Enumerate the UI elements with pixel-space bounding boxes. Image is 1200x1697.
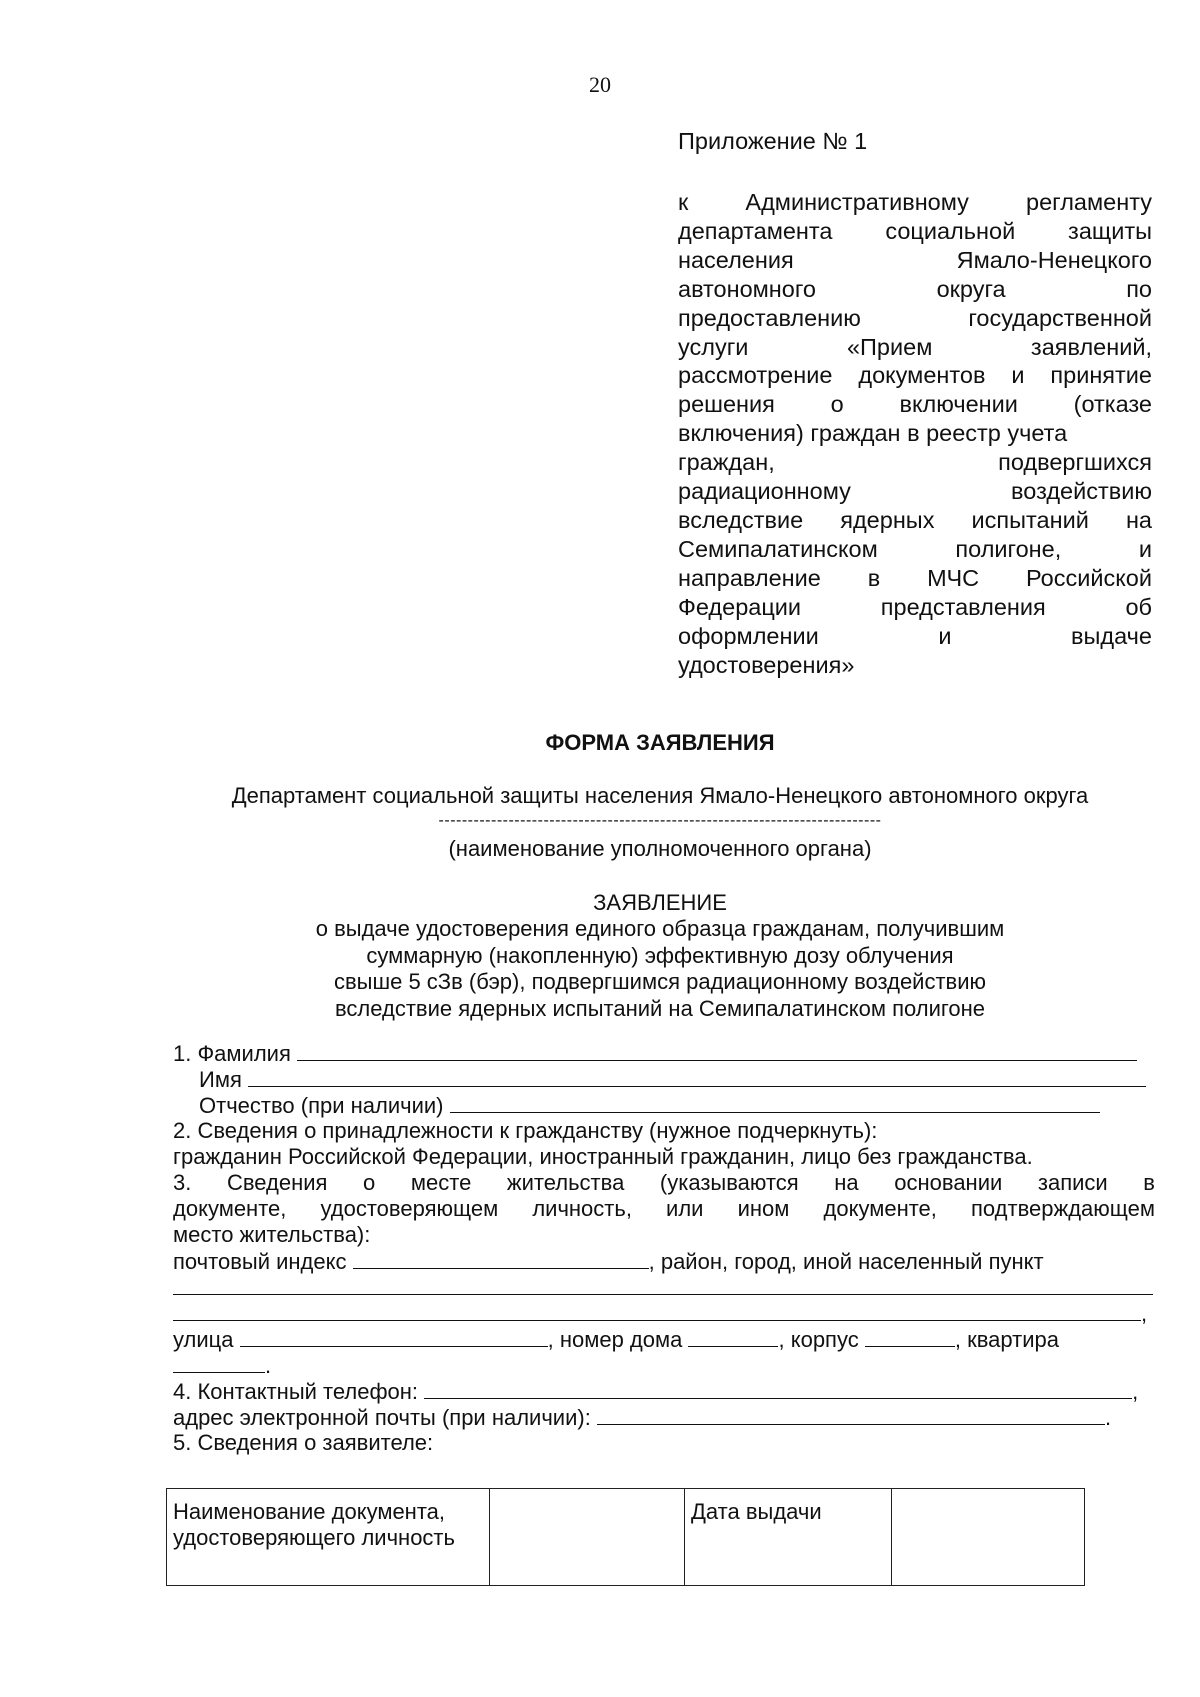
statement-line: вследствие ядерных испытаний на Семипалатинском полигоне bbox=[334, 995, 986, 1021]
name-label: Имя bbox=[199, 1067, 242, 1092]
name-field[interactable] bbox=[248, 1066, 1146, 1087]
doc-name-header: Наименование документа, удостоверяющего личность bbox=[167, 1489, 490, 1586]
issue-date-header: Дата выдачи bbox=[685, 1489, 892, 1586]
locality-field[interactable] bbox=[173, 1274, 1153, 1295]
surname-row bbox=[173, 1040, 1155, 1068]
residence-line: документе, удостоверяющем личность, или ином документе, подтверждающем bbox=[173, 1196, 1155, 1221]
appendix-line: включения) граждан в реестр учета bbox=[678, 420, 1068, 447]
residence-line: место жительства): bbox=[173, 1222, 371, 1247]
comma: , bbox=[1132, 1379, 1139, 1404]
applicant-label: 5. Сведения о заявителе: bbox=[173, 1430, 434, 1455]
appendix-line: удостоверения» bbox=[678, 651, 855, 678]
locality-label: , район, город, иной населенный пункт bbox=[648, 1249, 1044, 1274]
statement-line: суммарную (накопленную) эффективную дозу облучения bbox=[366, 942, 954, 968]
postal-index-field[interactable] bbox=[353, 1248, 649, 1269]
appendix-line: радиационному воздействию bbox=[678, 478, 1152, 505]
residence-line: 3. Сведения о месте жительства (указываются на основании записи в bbox=[173, 1170, 1155, 1195]
appendix-line: к Административному регламенту bbox=[678, 189, 1152, 215]
appendix-line: Семипалатинском полигоне, и bbox=[678, 535, 1152, 562]
form-heading: ФОРМА ЗАЯВЛЕНИЯ bbox=[545, 730, 775, 755]
apartment-row bbox=[173, 1352, 1155, 1380]
house-label: , номер дома bbox=[547, 1327, 683, 1352]
email-label: адрес электронной почты (при наличии): bbox=[173, 1405, 591, 1430]
address-row bbox=[173, 1326, 1155, 1354]
appendix-line: Федерации представления об bbox=[678, 593, 1152, 620]
appendix-line: вследствие ядерных испытаний на bbox=[678, 506, 1152, 533]
email-field[interactable] bbox=[597, 1404, 1105, 1425]
appendix-line: решения о включении (отказе bbox=[678, 391, 1152, 418]
street-label: улица bbox=[173, 1327, 234, 1352]
phone-field[interactable] bbox=[424, 1378, 1132, 1399]
locality-field[interactable] bbox=[173, 1300, 1141, 1321]
statement-line: свыше 5 сЗв (бэр), подвергшимся радиационному воздействию bbox=[333, 969, 987, 994]
statement-subtitle bbox=[0, 916, 1200, 1022]
period: . bbox=[1104, 1405, 1112, 1430]
table-row bbox=[167, 1489, 1085, 1586]
citizenship-options: гражданин Российской Федерации, иностранный гражданин, лицо без гражданства. bbox=[173, 1144, 1033, 1169]
period: . bbox=[265, 1353, 272, 1378]
building-label: , корпус bbox=[778, 1327, 859, 1352]
patronymic-field[interactable] bbox=[450, 1092, 1100, 1113]
dash-line: ---------------------------------------------------------------------------- bbox=[438, 812, 882, 829]
appendix-body bbox=[678, 188, 1152, 679]
comma: , bbox=[1141, 1301, 1148, 1326]
authority-caption: (наименование уполномоченного органа) bbox=[448, 836, 872, 861]
postal-row bbox=[173, 1248, 1155, 1276]
doc-value-cell[interactable] bbox=[490, 1489, 685, 1586]
appendix-line: рассмотрение документов и принятие bbox=[678, 362, 1152, 389]
phone-row bbox=[173, 1378, 1155, 1406]
issue-date-cell[interactable] bbox=[892, 1489, 1085, 1586]
locality-row-1 bbox=[173, 1274, 1155, 1302]
apartment-field[interactable] bbox=[173, 1352, 265, 1373]
appendix-title: Приложение № 1 bbox=[678, 128, 868, 154]
statement-title: ЗАЯВЛЕНИЕ bbox=[593, 890, 727, 915]
postal-index-label: почтовый индекс bbox=[173, 1249, 347, 1274]
house-field[interactable] bbox=[688, 1326, 778, 1347]
citizenship-label: 2. Сведения о принадлежности к гражданству (нужное подчеркнуть): bbox=[173, 1118, 878, 1143]
patronymic-row bbox=[199, 1092, 1181, 1120]
locality-row-2 bbox=[173, 1300, 1155, 1328]
surname-label: 1. Фамилия bbox=[173, 1041, 291, 1066]
appendix-line: населения Ямало-Ненецкого bbox=[678, 246, 1152, 273]
appendix-line: услуги «Прием заявлений, bbox=[678, 333, 1152, 360]
appendix-line: оформлении и выдаче bbox=[678, 622, 1152, 649]
appendix-line: автономного округа по bbox=[678, 275, 1152, 302]
email-row bbox=[173, 1404, 1155, 1432]
appendix-line: граждан, подвергшихся bbox=[678, 449, 1152, 476]
appendix-line: предоставлению государственной bbox=[678, 304, 1152, 331]
name-row bbox=[199, 1066, 1181, 1094]
statement-line: о выдаче удостоверения единого образца гражданам, получившим bbox=[315, 916, 1005, 941]
applicant-table bbox=[166, 1488, 1085, 1586]
appendix-line: направление в МЧС Российской bbox=[678, 564, 1152, 591]
apartment-label: , квартира bbox=[954, 1327, 1059, 1352]
surname-field[interactable] bbox=[297, 1040, 1137, 1061]
street-field[interactable] bbox=[240, 1326, 548, 1347]
appendix-line: департамента социальной защиты bbox=[678, 217, 1152, 244]
patronymic-label: Отчество (при наличии) bbox=[199, 1093, 444, 1118]
department-name: Департамент социальной защиты населения Ямало-Ненецкого автономного округа bbox=[231, 783, 1089, 808]
page-number: 20 bbox=[589, 72, 611, 97]
phone-label: 4. Контактный телефон: bbox=[173, 1379, 419, 1404]
building-field[interactable] bbox=[865, 1326, 955, 1347]
